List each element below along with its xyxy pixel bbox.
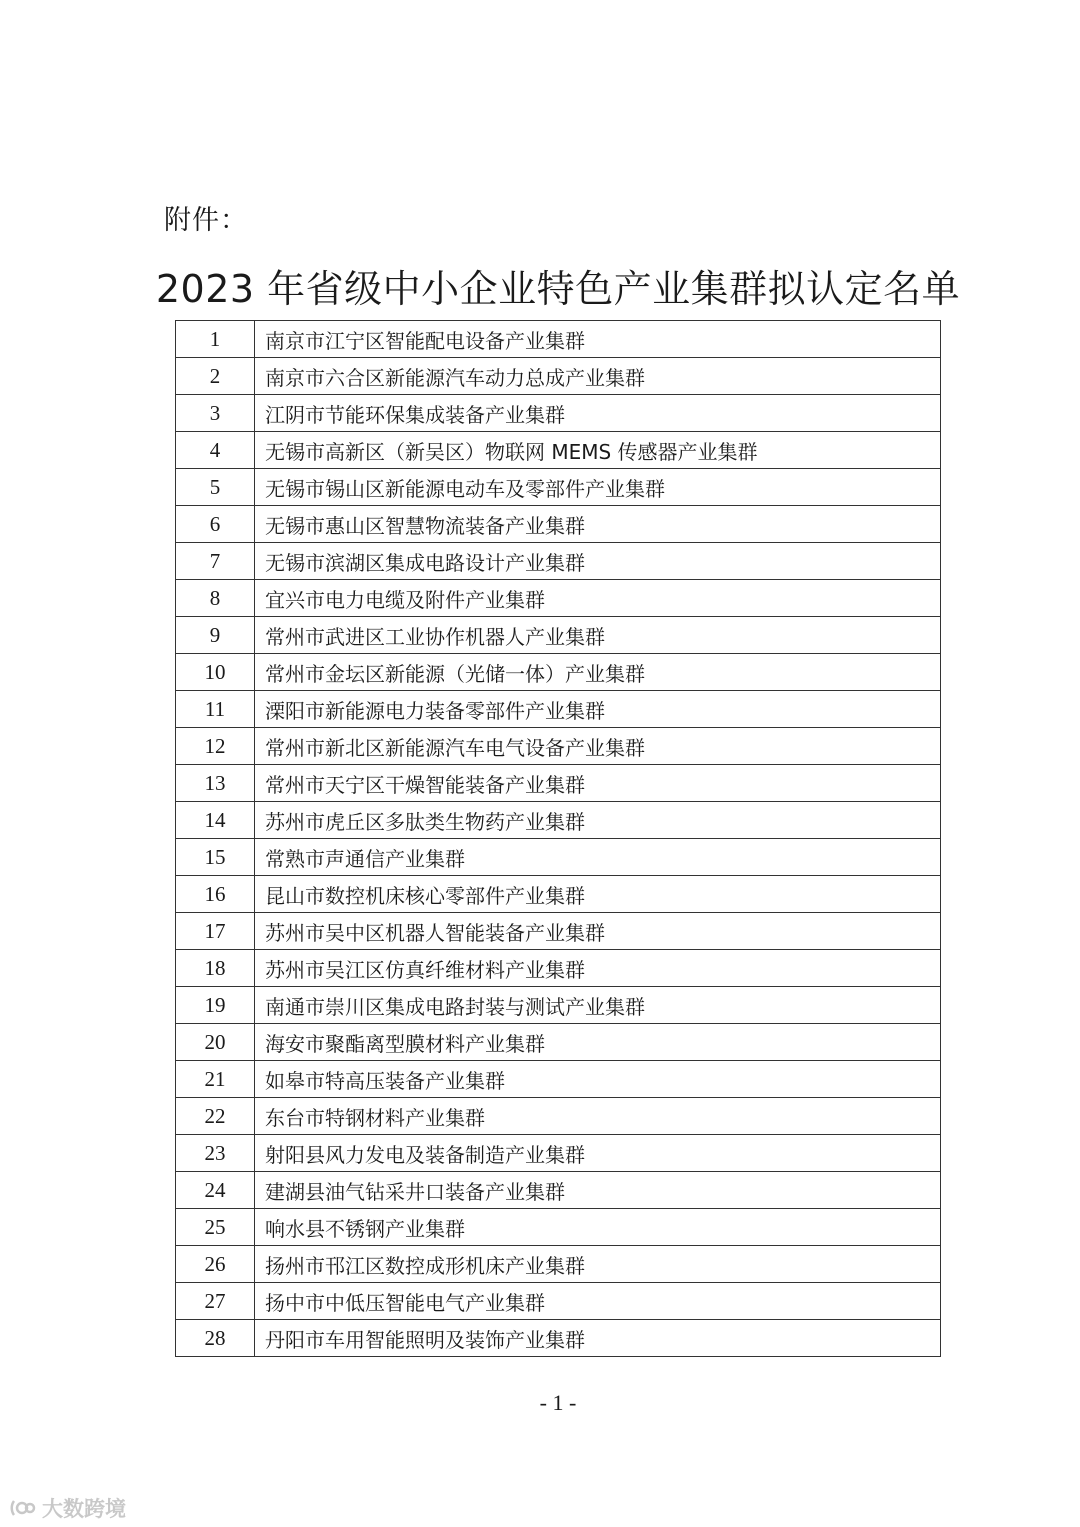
row-number: 19 bbox=[176, 987, 255, 1024]
cluster-name: 扬中市中低压智能电气产业集群 bbox=[255, 1283, 941, 1320]
cluster-name: 南京市江宁区智能配电设备产业集群 bbox=[255, 321, 941, 358]
cluster-name: 响水县不锈钢产业集群 bbox=[255, 1209, 941, 1246]
row-number: 2 bbox=[176, 358, 255, 395]
row-number: 22 bbox=[176, 1098, 255, 1135]
row-number: 23 bbox=[176, 1135, 255, 1172]
cluster-name: 扬州市邗江区数控成形机床产业集群 bbox=[255, 1246, 941, 1283]
cluster-name: 射阳县风力发电及装备制造产业集群 bbox=[255, 1135, 941, 1172]
cluster-name: 建湖县油气钻采井口装备产业集群 bbox=[255, 1172, 941, 1209]
table-row bbox=[176, 617, 941, 654]
cluster-name: 江阴市节能环保集成装备产业集群 bbox=[255, 395, 941, 432]
table-row bbox=[176, 913, 941, 950]
row-number: 14 bbox=[176, 802, 255, 839]
table-row bbox=[176, 987, 941, 1024]
row-number: 21 bbox=[176, 1061, 255, 1098]
row-number: 17 bbox=[176, 913, 255, 950]
watermark-text: 大数跨境 bbox=[42, 1497, 126, 1521]
table-row bbox=[176, 321, 941, 358]
row-number: 8 bbox=[176, 580, 255, 617]
row-number: 4 bbox=[176, 432, 255, 469]
table-row bbox=[176, 580, 941, 617]
row-number: 9 bbox=[176, 617, 255, 654]
row-number: 27 bbox=[176, 1283, 255, 1320]
cluster-list-table bbox=[175, 320, 941, 1357]
row-number: 24 bbox=[176, 1172, 255, 1209]
cluster-name: 常州市武进区工业协作机器人产业集群 bbox=[255, 617, 941, 654]
cluster-name: 南京市六合区新能源汽车动力总成产业集群 bbox=[255, 358, 941, 395]
cluster-name: 常州市天宁区干燥智能装备产业集群 bbox=[255, 765, 941, 802]
watermark-logo-icon bbox=[10, 1497, 36, 1519]
watermark bbox=[10, 1494, 126, 1522]
cluster-name: 常州市新北区新能源汽车电气设备产业集群 bbox=[255, 728, 941, 765]
cluster-name: 丹阳市车用智能照明及装饰产业集群 bbox=[255, 1320, 941, 1357]
table-row bbox=[176, 1283, 941, 1320]
cluster-name: 如皋市特高压装备产业集群 bbox=[255, 1061, 941, 1098]
document-title: 2023 年省级中小企业特色产业集群拟认定名单 bbox=[155, 267, 961, 311]
table-row bbox=[176, 1172, 941, 1209]
cluster-list-body bbox=[176, 321, 941, 1357]
row-number: 28 bbox=[176, 1320, 255, 1357]
row-number: 12 bbox=[176, 728, 255, 765]
row-number: 25 bbox=[176, 1209, 255, 1246]
row-number: 6 bbox=[176, 506, 255, 543]
table-row bbox=[176, 395, 941, 432]
page-number: - 1 - bbox=[539, 1390, 577, 1415]
cluster-name: 海安市聚酯离型膜材料产业集群 bbox=[255, 1024, 941, 1061]
cluster-name: 无锡市锡山区新能源电动车及零部件产业集群 bbox=[255, 469, 941, 506]
cluster-name: 苏州市虎丘区多肽类生物药产业集群 bbox=[255, 802, 941, 839]
cluster-name: 苏州市吴江区仿真纤维材料产业集群 bbox=[255, 950, 941, 987]
table-row bbox=[176, 1246, 941, 1283]
row-number: 15 bbox=[176, 839, 255, 876]
table-row bbox=[176, 543, 941, 580]
attachment-label: 附件： bbox=[164, 205, 248, 236]
cluster-name: 常州市金坛区新能源（光储一体）产业集群 bbox=[255, 654, 941, 691]
row-number: 16 bbox=[176, 876, 255, 913]
cluster-name: 溧阳市新能源电力装备零部件产业集群 bbox=[255, 691, 941, 728]
row-number: 18 bbox=[176, 950, 255, 987]
row-number: 1 bbox=[176, 321, 255, 358]
table-row bbox=[176, 358, 941, 395]
table-row bbox=[176, 802, 941, 839]
table-row bbox=[176, 691, 941, 728]
row-number: 11 bbox=[176, 691, 255, 728]
cluster-name: 南通市崇川区集成电路封装与测试产业集群 bbox=[255, 987, 941, 1024]
cluster-name: 宜兴市电力电缆及附件产业集群 bbox=[255, 580, 941, 617]
table-row bbox=[176, 950, 941, 987]
row-number: 7 bbox=[176, 543, 255, 580]
table-row bbox=[176, 1135, 941, 1172]
row-number: 3 bbox=[176, 395, 255, 432]
row-number: 26 bbox=[176, 1246, 255, 1283]
cluster-name: 昆山市数控机床核心零部件产业集群 bbox=[255, 876, 941, 913]
table-row bbox=[176, 876, 941, 913]
table-row bbox=[176, 506, 941, 543]
cluster-name: 无锡市滨湖区集成电路设计产业集群 bbox=[255, 543, 941, 580]
table-row bbox=[176, 1320, 941, 1357]
row-number: 5 bbox=[176, 469, 255, 506]
table-row bbox=[176, 1024, 941, 1061]
table-row bbox=[176, 839, 941, 876]
cluster-name: 无锡市惠山区智慧物流装备产业集群 bbox=[255, 506, 941, 543]
table-row bbox=[176, 728, 941, 765]
table-row bbox=[176, 1098, 941, 1135]
cluster-name: 东台市特钢材料产业集群 bbox=[255, 1098, 941, 1135]
row-number: 13 bbox=[176, 765, 255, 802]
table-row bbox=[176, 1061, 941, 1098]
table-row bbox=[176, 654, 941, 691]
row-number: 20 bbox=[176, 1024, 255, 1061]
row-number: 10 bbox=[176, 654, 255, 691]
table-row bbox=[176, 469, 941, 506]
table-row bbox=[176, 765, 941, 802]
table-row bbox=[176, 432, 941, 469]
cluster-name: 常熟市声通信产业集群 bbox=[255, 839, 941, 876]
table-row bbox=[176, 1209, 941, 1246]
cluster-name: 苏州市吴中区机器人智能装备产业集群 bbox=[255, 913, 941, 950]
cluster-name: 无锡市高新区（新吴区）物联网 MEMS 传感器产业集群 bbox=[255, 432, 941, 469]
